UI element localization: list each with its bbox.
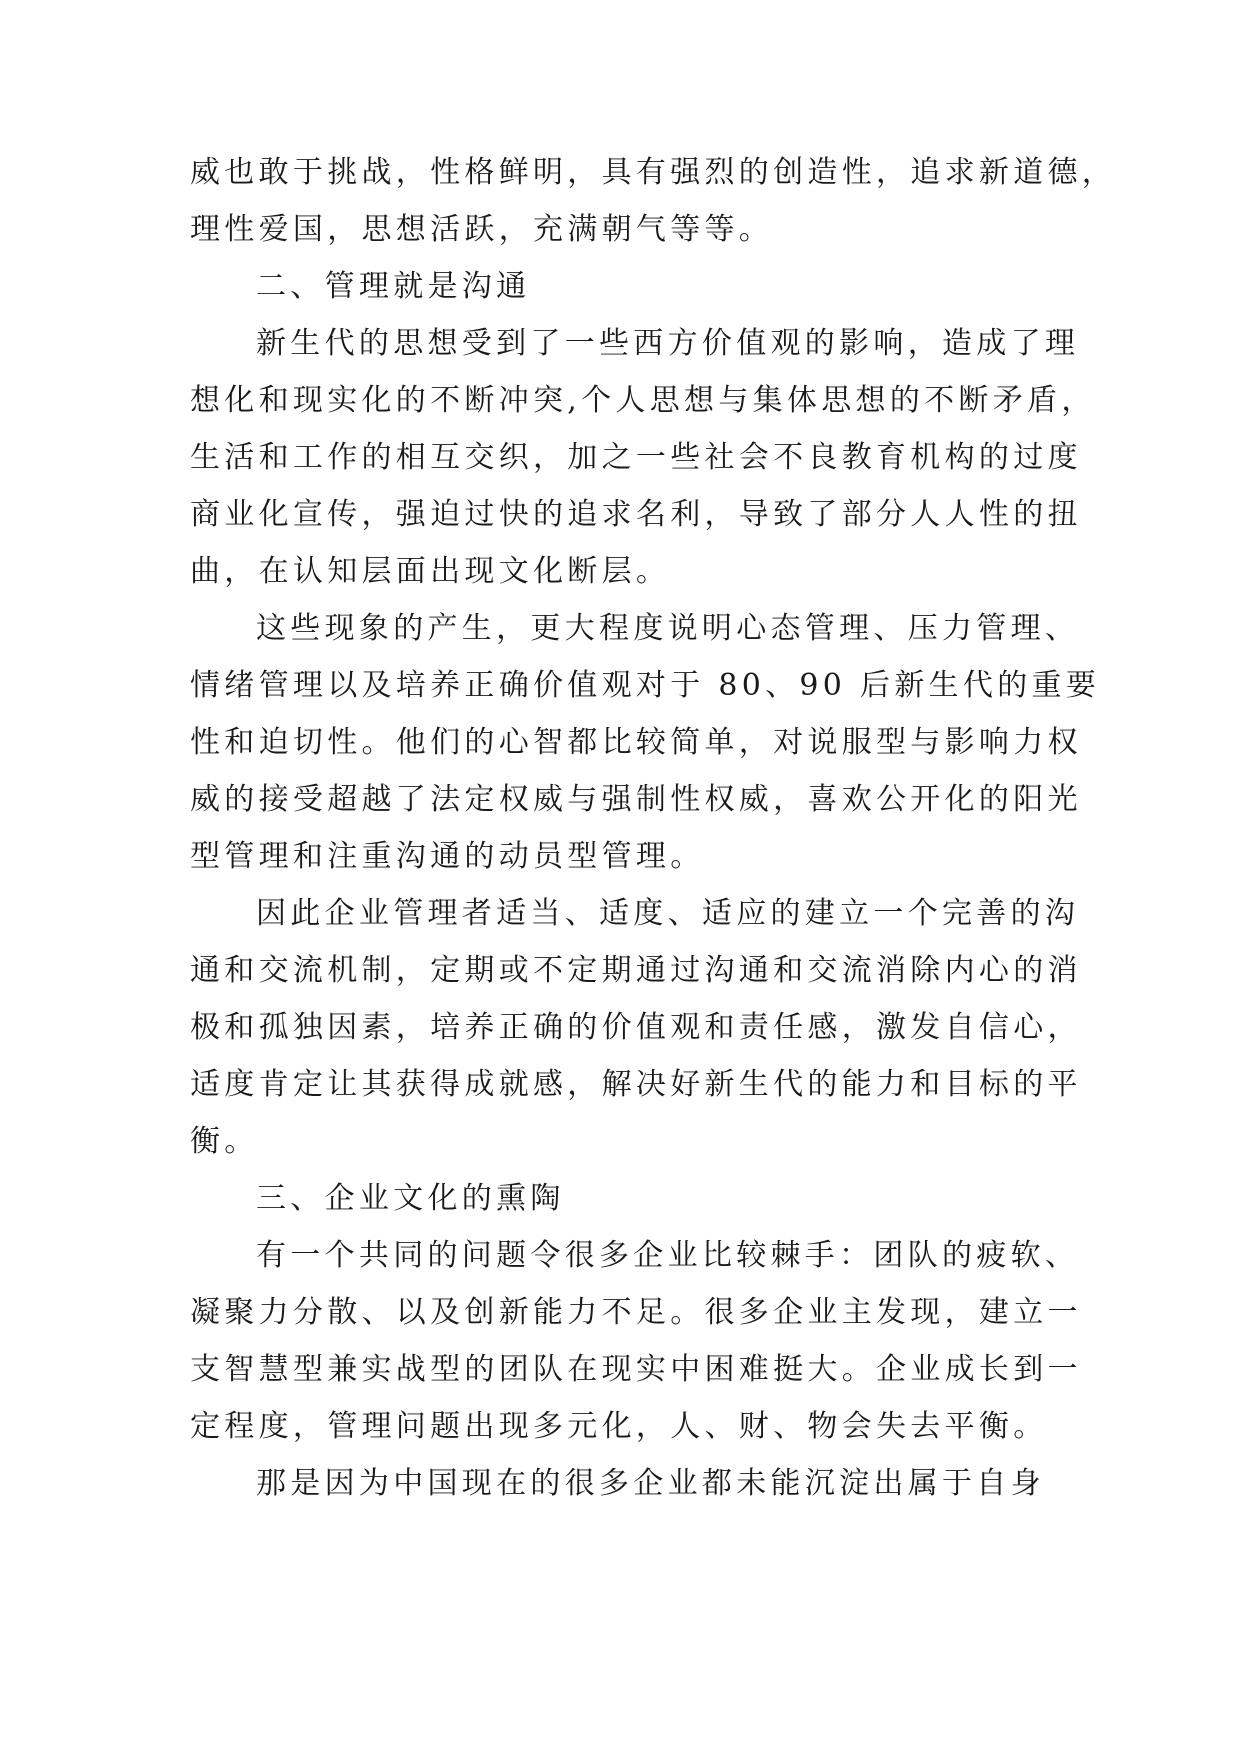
text-line: 威的接受超越了法定权威与强制性权威，喜欢公开化的阳光 xyxy=(190,782,1082,817)
text-line: 理性爱国，思想活跃，充满朝气等等。 xyxy=(190,212,774,247)
text-line: 型管理和注重沟通的动员型管理。 xyxy=(190,839,705,874)
text-line: 情绪管理以及培养正确价值观对于 80、90 后新生代的重要 xyxy=(190,668,1101,703)
text-line: 衡。 xyxy=(190,1124,259,1159)
text-line: 那是因为中国现在的很多企业都未能沉淀出属于自身 xyxy=(256,1466,1045,1501)
text-line: 这些现象的产生，更大程度说明心态管理、压力管理、 xyxy=(256,611,1080,646)
section-heading: 三、企业文化的熏陶 xyxy=(256,1181,565,1216)
text-line: 极和孤独因素，培养正确的价值观和责任感，激发自信心， xyxy=(190,1010,1082,1045)
text-line: 因此企业管理者适当、适度、适应的建立一个完善的沟 xyxy=(256,896,1080,931)
text-line: 凝聚力分散、以及创新能力不足。很多企业主发现，建立一 xyxy=(190,1295,1082,1330)
text-line: 商业化宣传，强迫过快的追求名利，导致了部分人人性的扭 xyxy=(190,497,1082,532)
text-line: 通和交流机制，定期或不定期通过沟通和交流消除内心的消 xyxy=(190,953,1082,988)
section-heading: 二、管理就是沟通 xyxy=(256,269,531,304)
text-line: 定程度，管理问题出现多元化，人、财、物会失去平衡。 xyxy=(190,1409,1048,1444)
text-line: 威也敢于挑战，性格鲜明，具有强烈的创造性，追求新道德， xyxy=(190,155,1117,190)
text-line: 适度肯定让其获得成就感，解决好新生代的能力和目标的平 xyxy=(190,1067,1082,1102)
text-line: 曲，在认知层面出现文化断层。 xyxy=(190,554,671,589)
text-line: 有一个共同的问题令很多企业比较棘手：团队的疲软、 xyxy=(256,1238,1080,1273)
text-line: 支智慧型兼实战型的团队在现实中困难挺大。企业成长到一 xyxy=(190,1352,1082,1387)
text-line: 性和迫切性。他们的心智都比较简单，对说服型与影响力权 xyxy=(190,725,1082,760)
text-line: 生活和工作的相互交织，加之一些社会不良教育机构的过度 xyxy=(190,440,1082,475)
text-line: 想化和现实化的不断冲突,个人思想与集体思想的不断矛盾， xyxy=(190,383,1096,418)
text-line: 新生代的思想受到了一些西方价值观的影响，造成了理 xyxy=(256,326,1080,361)
